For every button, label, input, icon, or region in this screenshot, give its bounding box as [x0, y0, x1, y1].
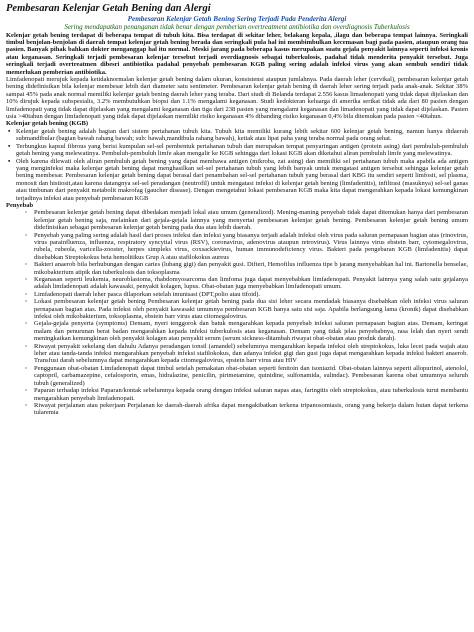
penyebab-list-item: ◦ Penggunaan obat-obatan Limfadenopati dapat timbul setelah pemakaian obat-obatan seperti fenitoin dan isoniazid. Obat-obatan lainnya seperti allopurinol, atenolol, captopril, carbamazepine, cefalosporin, emas, hidralazine, penicilin, pirimetamine, quinidine, sulfonamida, sulindac). Pembesaran karena obat umumnya seluruh tubuh (generalized) [34, 365, 468, 387]
penyebab-list [6, 209, 468, 416]
document-subtitle: Pembesaran Kelenjar Getah Bening Sering Terjadi Pada Penderita Alergi [127, 15, 347, 23]
penyebab-list-item: ◦ Bakteri anaerob bila berhubungan dengan caries (lubang gigi) dan penyakit gusi. Difteri, Hemofilus influenza tipe b jarang menyebabkan hal ini. Bartonella henselae, mikobakterium atipik dan tuberkulosis dan toksoplasma [34, 261, 468, 276]
kgb-list-item: ▪ Kelenjar getah bening adalah bagian dari sistem pertahanan tubuh kita. Tubuh kita memiliki kurang lebih sekitar 600 kelenjar getah bening, namun hanya didaerah submandibular (bagian bawah rahang bawah; sub: bawah,mandibula rahang bawah), ketiak atau lipat paha yang teraba normal pada orang sehat. [16, 128, 468, 143]
penyebab-list-item: ◦ Paparan terhadap infeksi Paparan/kontak sebelumnya kepada orang dengan infeksi saluran napas atas, faringitis oleh streptokokus, atau tuberkulosis turut membantu mengarahkan penyebab limfadenopati. [34, 387, 468, 402]
penyebab-list-item: ◦ Keganasan seperti leukemia, neuroblastoma, rhabdomyosarcoma dan limfoma juga dapat menyebabkan limfadenopati. Penyakit lainnya yang salah satu gejalanya adalah limfadenopati adalah kawasaki, penyakit kolagen, lupus. Obat-obatan juga menyebabkan limfadenopati umum. [34, 276, 468, 291]
section-heading-penyebab: Penyebab [6, 201, 34, 209]
penyebab-list-item: ◦ Penyebab yang paling sering adalah hasil dari proses infeksi dan infeksi yang biasanya terjadi adalah infeksi oleh virus pada saluran pernapasan bagian atas (rinovirus, virus parainfluenza, influenza, respiratory syncytial virus (RSV), coronavirus, adenovirus ataupun retrovirus). Virus lainnya virus ebstein barr, cytomegalovirus, rubela, rubeola, varicella-zooster, herpes simpleks virus, coxsackievirus, human immunodeficiency virus. Bakteri pada pengebaran KGB (limfadenitis) dapat disebabkan Streptokokus beta hemolitikus Grup A atau stafilokokus aureus [34, 232, 468, 262]
document-title: Pembesaran Kelenjar Getah Bening dan Alergi [6, 3, 211, 14]
kgb-list-item: ▪ Terbungkus kapsul fibrous yang berisi kumpulan sel-sel pembentuk pertahanan tubuh dan merupakan tempat penyaringan antigen (protein asing) dari pembuluh-pembuluh getah bening yang melewatinya. Pembuluh-pembuluh limfe akan mengalir ke KGB sehingga dari lokasi KGB akan diketahui aliran pembuluh limfe yang melewatinya. [16, 143, 468, 158]
penyebab-list-item: ◦ Pembesaran kelenjar getah bening dapat dibedakan menjadi lokal atau umum (generalized). Mening-maning penyebab tidak dapat ditemukan hanya dari pembesaran kelenjar getah bening saja, melainkan dari gejala-gejala lainnya yang menyertai pembesaran kelenjar getah bening. Pembesaran kelenjar getah bening umum didefinisikan sebagai pembesaran kelenjar getah bening pada dua atau lebih daerah. [34, 209, 468, 231]
kgb-list-item: ▪ Oleh karena dilewati oleh aliran pembuluh getah bening yang dapat membawa antigen (mikroba, zat asing) dan memiliki sel pertahanan tubuh maka apabila ada antigen yang menginfeksi maka kelenjar getah bening dapat menghasilkan sel-sel pertahanan tubuh yang lebih banyak untuk mengatasi antigen tersebut sehingga kelenjar getah bening membesar. Pembesaran kelenjar getah bening dapat berasal dari penambahan sel-sel pertahanan tubuh yang berasal dari KBG itu sendiri seperti limfosit, sel plasma, monosit dan histiosit,atau karena datangnya sel-sel peradangan (neutrofil) untuk mengatasi infeksi di kelenjar getah bening (limfadenitis), infiltrasi (masuknya) sel-sel ganas atau timbunan dari penyakit metabolit makrofag (gaucher disease). Dengan mengetahui lokasi pembesaran KGB maka kita dapat mengerahkan kepada lokasi kemungkinan terjadinya infeksi atau penyebab pembesaran KGB [16, 158, 468, 202]
kgb-list [6, 128, 468, 202]
penyebab-list-item: ◦ Riwayat penyakit sekelang dan dahulu Adanya peradangan tonsil (amandel) sebelumnya mengarahkan kepada infeksi oleh streptokokus, luka lecet pada wajah atau leher atau tanda-tanda infeksi mengarahkan penyebab infeksi stafilokokus, dan adanya infeksi gigi dan gusi juga dapat mengarahkan kepada infeksi bakteri anaerob. Transfusi darah sebelumnya dapat mengarahkan kepada citomegalovirus, epstein barr virus atau HIV [34, 343, 468, 365]
penyebab-list-item: ◦ Gejala-gejala penyerta (symptoms) Demam, nyeri tenggorok dan batuk mengarahkan kepada penyebab infeksi saluran pernapasan bagian atas. Demam, keringat malam dan penurunan berat badan mengarahkan kepada infeksi tuberkulosis atau keganasan. Demam yang tidak jelas penyebabnya, rasa lelah dan nyeri sendi meningkatkan kemungkinan oleh penyakit kolagen atau penyakit serum (serum sickness-ditambah riwayat obat-obatan atau produk darah). [34, 320, 468, 342]
section-heading-kgb: Kelenjar getah bening (KGB) [6, 120, 89, 128]
penyebab-list-item: ◦ Riwayat perjalanan atau pekerjaan Perjalanan ke daerah-daerah afrika dapat mengakibatkan terkena tripanosomiasis, orang yang bekerja dalam hutan dapat terkena tularemia [34, 402, 468, 417]
penyebab-list-item: ◦ Lokasi pembesaran kelenjar getah bening Pembesaran kelenjar getah bening pada dua sisi leher secara mendadak biasanya disebabkan oleh infeksi virus saluran pernapasan bagian atas. Pada infeksi oleh penyakit kawasaki umumnya pembesaran KGB hanya satu sisi saja. Apabila berlangsung lama (kronik) dapat disebabkan infeksi oleh mikobakterium, toksoplasma, ebstein barr virus atau citomegalovirus. [34, 298, 468, 320]
document-tagline: Sering mendapatkan penanganan tidak benar dengan pemberian overtreatment antibiotika dan overdiagnosis Tuberkulosis [64, 23, 410, 32]
intro-paragraph-bold: Kelenjar getah bening terdapat di beberapa tempat di tubuh kita. Bisa terdapat di sekitar leher, belakang kepala, ,ilagu dan beberapa tempat lainnya. Seringkali timbul benjolan-benjolan di daerah tempat kelenjar getah bening berada dan seringkali pula hal ini membimbulkan kecemasan bagi pada pasien, ataupun orang tua pasien. Banyak pihak bahkan dokter menganggap hal itu normal. Meski jarang pada beberapa kasus merupakan suatu gejala penyakit lainnya seperti infeksi kronis atau keganasan. Seringkali terjadi pembesaran kelenjar tersebut terjadi overdiagnosis sebagai tuberkulosis, padahal tidak menderita penyakit tersebut. Juga seringkali terjadi overtreatmen dibesri antibiotika padahal penyebab pembesaran KGB paling sering adalah infeksi virus yang akan sembuh sendiri tidak memerlukan pemberian antibiotika. [6, 31, 468, 76]
penyebab-list-item: ◦ Limfadenopati daerah leher pasca dilaporkan setelah imunisasi (DPT,polio atau tifoid). [34, 291, 468, 298]
intro-paragraph: Limfadenopati merujuk kepada ketidaknormalan kelenjar getah bening dalam ukuran, konsistensi ataupun jumlahnya. Pada daerah leher (cervikal), pembesaran kelenjar getah bening didefinisikan bila kelenjar membesar lebih dari diameter satu sentimeter. Pembesaran kelenjar getah bening di daerah leher sering terjadi pada anak-anak. Sekitar 38% sampai 45% pada anak normal memiliki kelenjar getah bening daerah leher yang teraba. Dari studi di Belanda terdapat 2.556 kasus limadenopati yang tidak dapat dijelaskan dan 10% dirujuk kepada subspesialis, 3.2% membutuhkan biopsi dan 1.1% mengalami keganasan. Studi kedokteran keluarga di amerika serikat tidak ada dari 80 pasien dengan limfadenopati yang tidak dapat dijelaskan yang mengalami keganasan dan tiga dari 238 pasien yang mengalami keganasan dan limadenopati yang tidak dapat dijelaskan. Pasien usia >40tahun dengan limfadenopati yang tidak dapat dijelaskan memiliki risiko keganasan 4% dibanding risiko keganasan 0,4% bila ditemukan pada pasien <40tahun. [6, 76, 468, 121]
